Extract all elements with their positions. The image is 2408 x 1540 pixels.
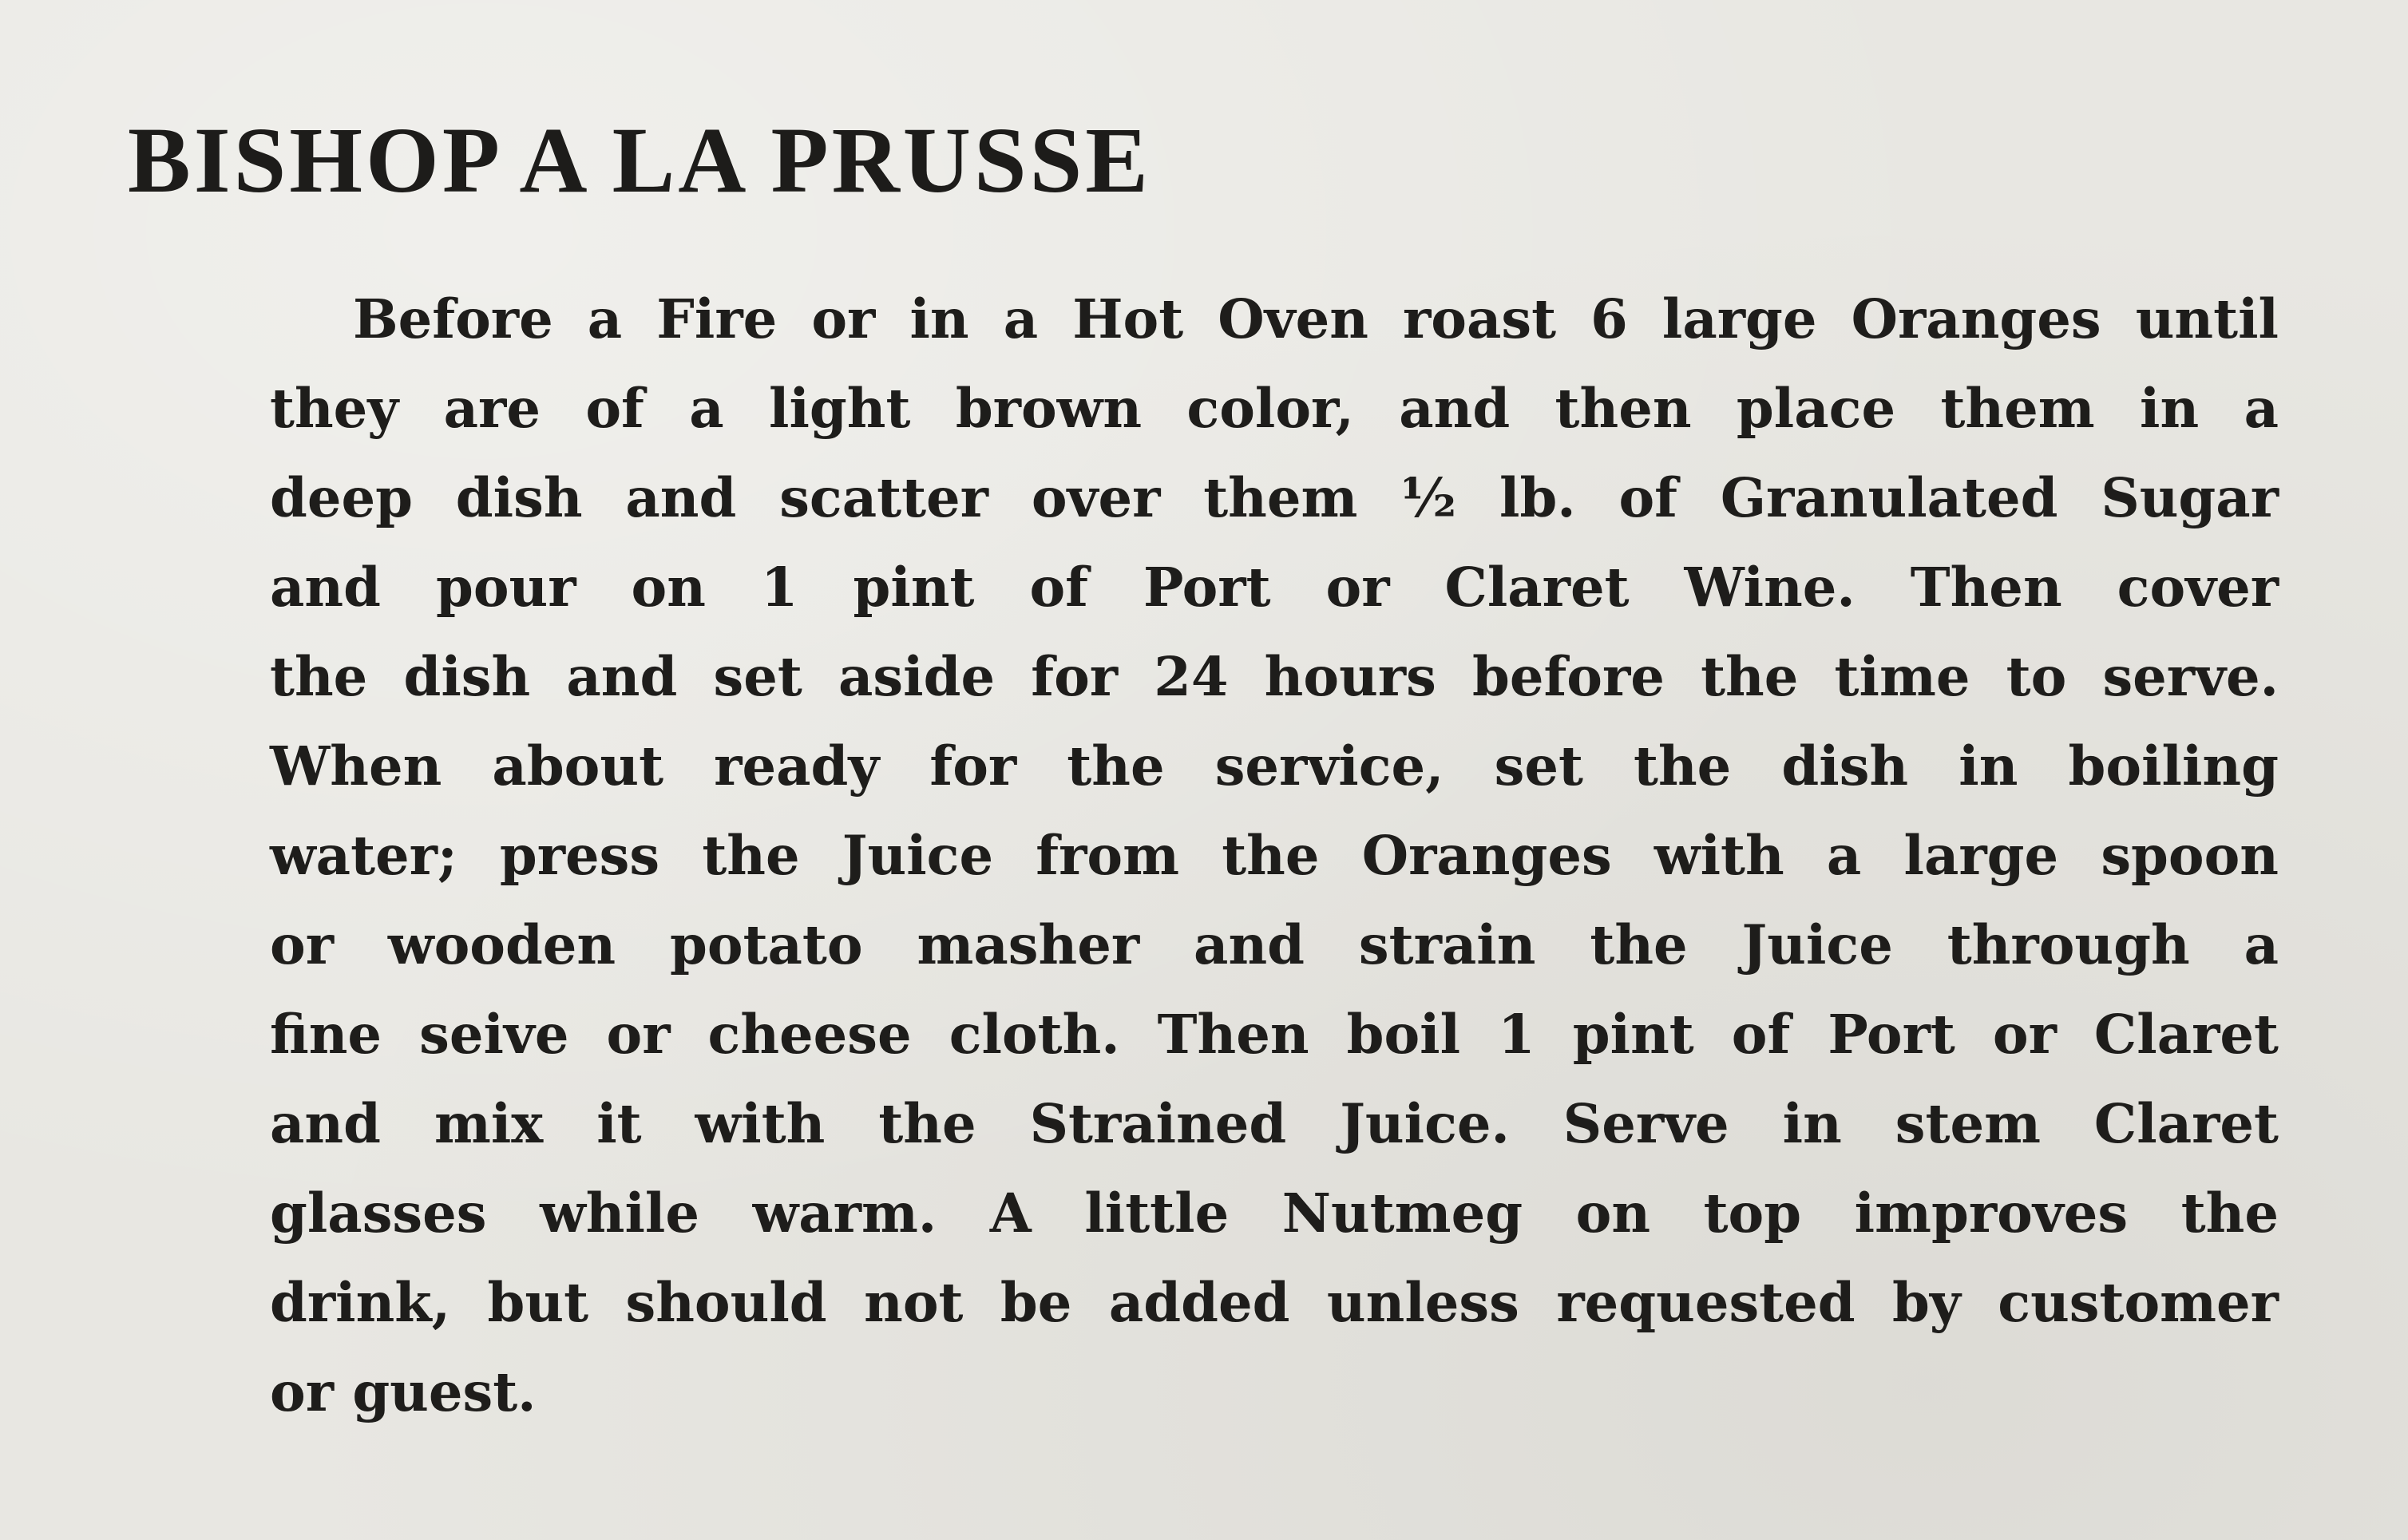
recipe-line: drink, but should not be added unless requested by customer <box>270 1271 2279 1334</box>
recipe-line: fine seive or cheese cloth. Then boil 1 pint of Port or Claret <box>270 1003 2279 1066</box>
recipe-line: water; press the Juice from the Oranges with a large spoon <box>270 824 2279 887</box>
recipe-title: BISHOP A LA PRUSSE <box>128 108 1151 212</box>
recipe-line: or wooden potato masher and strain the Juice through a <box>270 913 2279 976</box>
recipe-line: or guest. <box>270 1360 537 1423</box>
recipe-body <box>270 275 2279 1437</box>
recipe-line: and mix it with the Strained Juice. Serve in stem Claret <box>270 1092 2279 1155</box>
recipe-line: and pour on 1 pint of Port or Claret Wine. Then cover <box>270 556 2279 619</box>
recipe-line: Before a Fire or in a Hot Oven roast 6 large Oranges until <box>353 287 2279 350</box>
recipe-line: glasses while warm. A little Nutmeg on top improves the <box>270 1182 2279 1245</box>
recipe-line: they are of a light brown color, and then place them in a <box>270 377 2279 440</box>
recipe-line: When about ready for the service, set the dish in boiling <box>270 734 2279 798</box>
recipe-line: deep dish and scatter over them ½ lb. of Granulated Sugar <box>270 466 2279 529</box>
recipe-line: the dish and set aside for 24 hours before the time to serve. <box>270 645 2279 708</box>
